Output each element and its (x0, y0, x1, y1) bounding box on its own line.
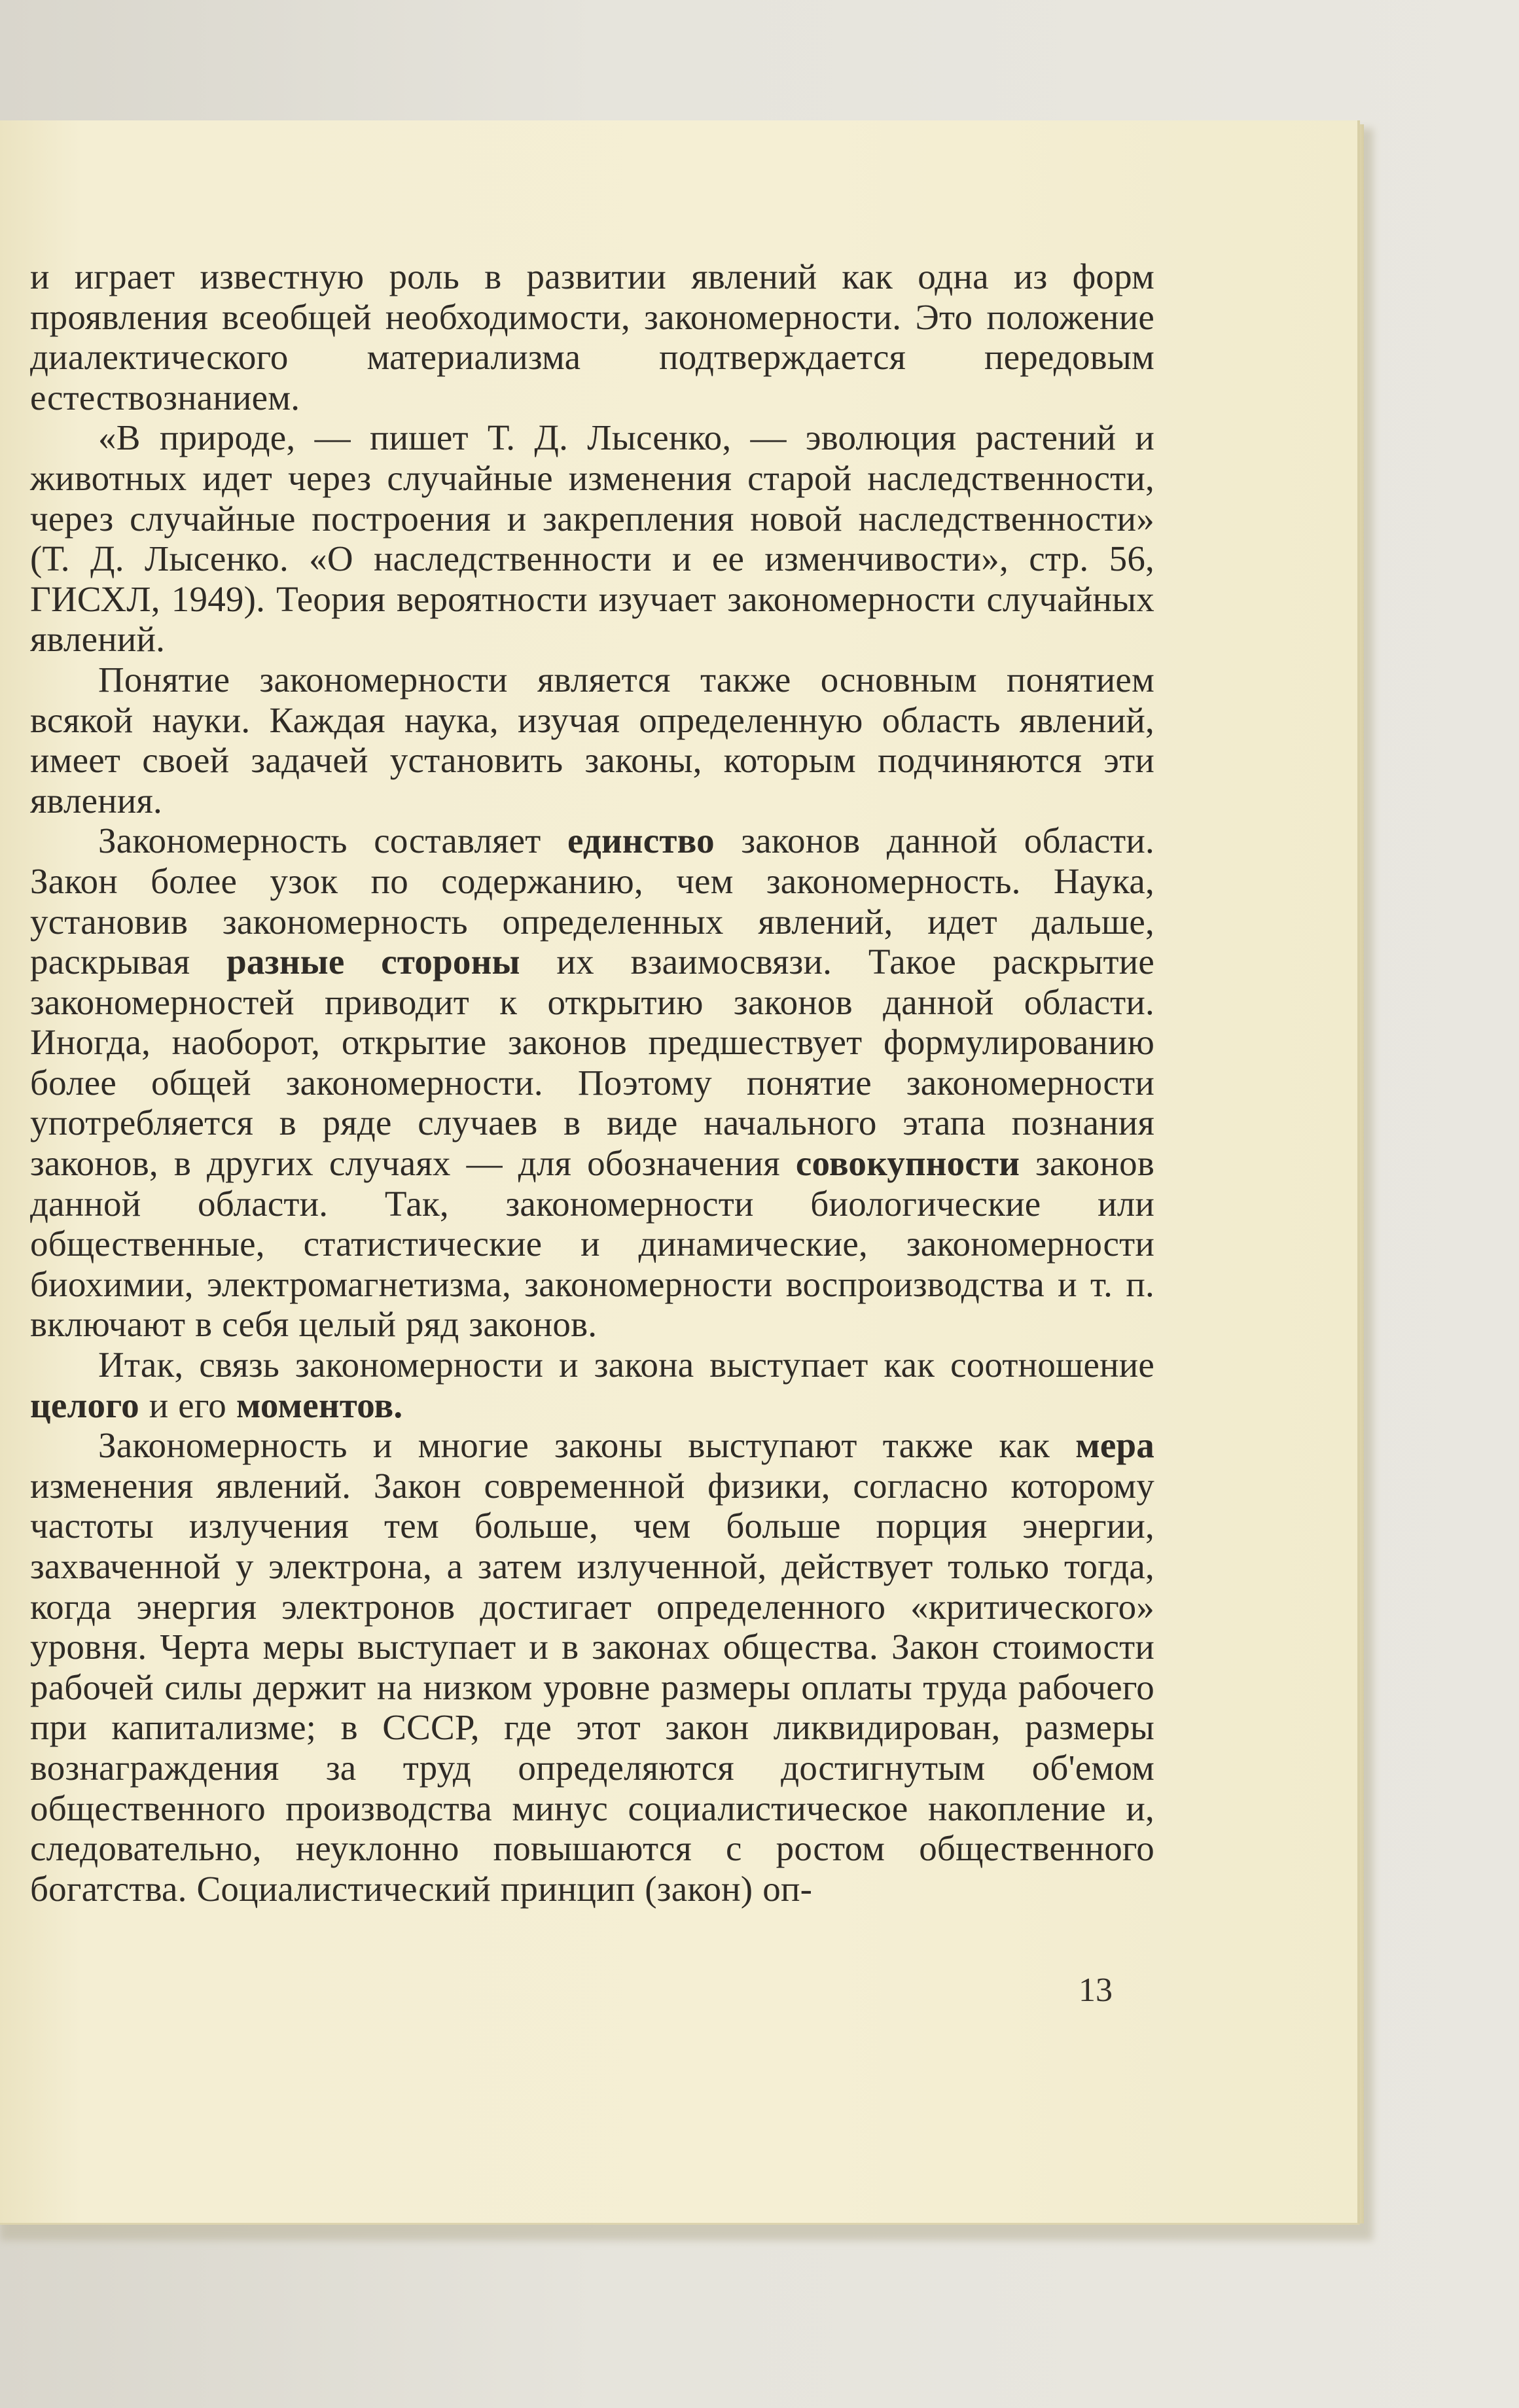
text-run: Закономерность и многие законы выступают также как (98, 1425, 1076, 1466)
text-run: законов данной области. Закон более узок по содержанию, чем закономерность. Наука, установив закономерность определенных явлений, идет дальше, раскрывая (30, 821, 1154, 982)
text-run: Итак, связь закономерности и закона выступает как соотношение (98, 1345, 1154, 1385)
paragraph (30, 417, 1154, 660)
text-run: Закономерность составляет (98, 821, 568, 861)
text-run: и его (139, 1385, 236, 1425)
paragraph (30, 660, 1154, 821)
page-number: 13 (1079, 1972, 1113, 2009)
text-run: их взаимосвязи. Такое раскрытие закономерностей приводит к открытию законов данной области. Иногда, наоборот, открытие законов предшествует формулированию более общей закономерности. Поэтому понятие закономерности употребляется в ряде случаев в виде начального этапа познания законов, в других случаях — для обозначения (30, 942, 1154, 1184)
text-run: «В природе, — пишет Т. Д. Лысенко, — эволюция растений и животных идет через случайные изменения старой наследственности, через случайные построения и закрепления новой наследственности» (Т. Д. Лысенко. «О наследственности и ее изменчивости», стр. 56, ГИСХЛ, 1949). Теория вероятности изучает закономерности случайных явлений. (30, 417, 1154, 660)
text-run: законов данной области. Так, закономерности биологические или общественные, статистические и динамические, закономерности биохимии, электромагнетизма, закономерности воспроизводства и т. п. включают в себя целый ряд законов. (30, 1143, 1154, 1345)
text-run: изменения явлений. Закон современной физики, согласно которому частоты излучения тем больше, чем больше порция энергии, захваченной у электрона, а затем излученной, действует только тогда, когда энергия электронов достигает определенного «критического» уровня. Черта меры выступает и в законах общества. Закон стоимости рабочей силы держит на низком уровне размеры оплаты труда рабочего при капитализме; в СССР, где этот закон ликвидирован, размеры вознаграждения за труд определяются достигнутым об'емом общественного производства минус социалистическое накопление и, следовательно, неуклонно повышаются с ростом общественного богатства. Социалистический принцип (закон) оп- (30, 1465, 1154, 1909)
bold-term: мера (1075, 1425, 1154, 1466)
bold-term: моментов. (236, 1385, 403, 1425)
bold-term: разные стороны (226, 942, 520, 982)
bold-term: совокупности (795, 1143, 1020, 1184)
text-run: Понятие закономерности является также основным понятием всякой науки. Каждая наука, изучая определенную область явлений, имеет своей задачей установить законы, которым подчиняются эти явления. (30, 659, 1154, 821)
page-text (30, 257, 1154, 1909)
paragraph (30, 821, 1154, 1345)
paragraph (30, 1345, 1154, 1425)
paragraph (30, 257, 1154, 417)
paragraph (30, 1425, 1154, 1909)
bold-term: единство (567, 821, 715, 861)
bold-term: целого (30, 1385, 139, 1425)
text-run: и играет известную роль в развитии явлений как одна из форм проявления всеобщей необходимости, закономерности. Это положение диалектического материализма подтверждается передовым естествознанием. (30, 257, 1154, 417)
